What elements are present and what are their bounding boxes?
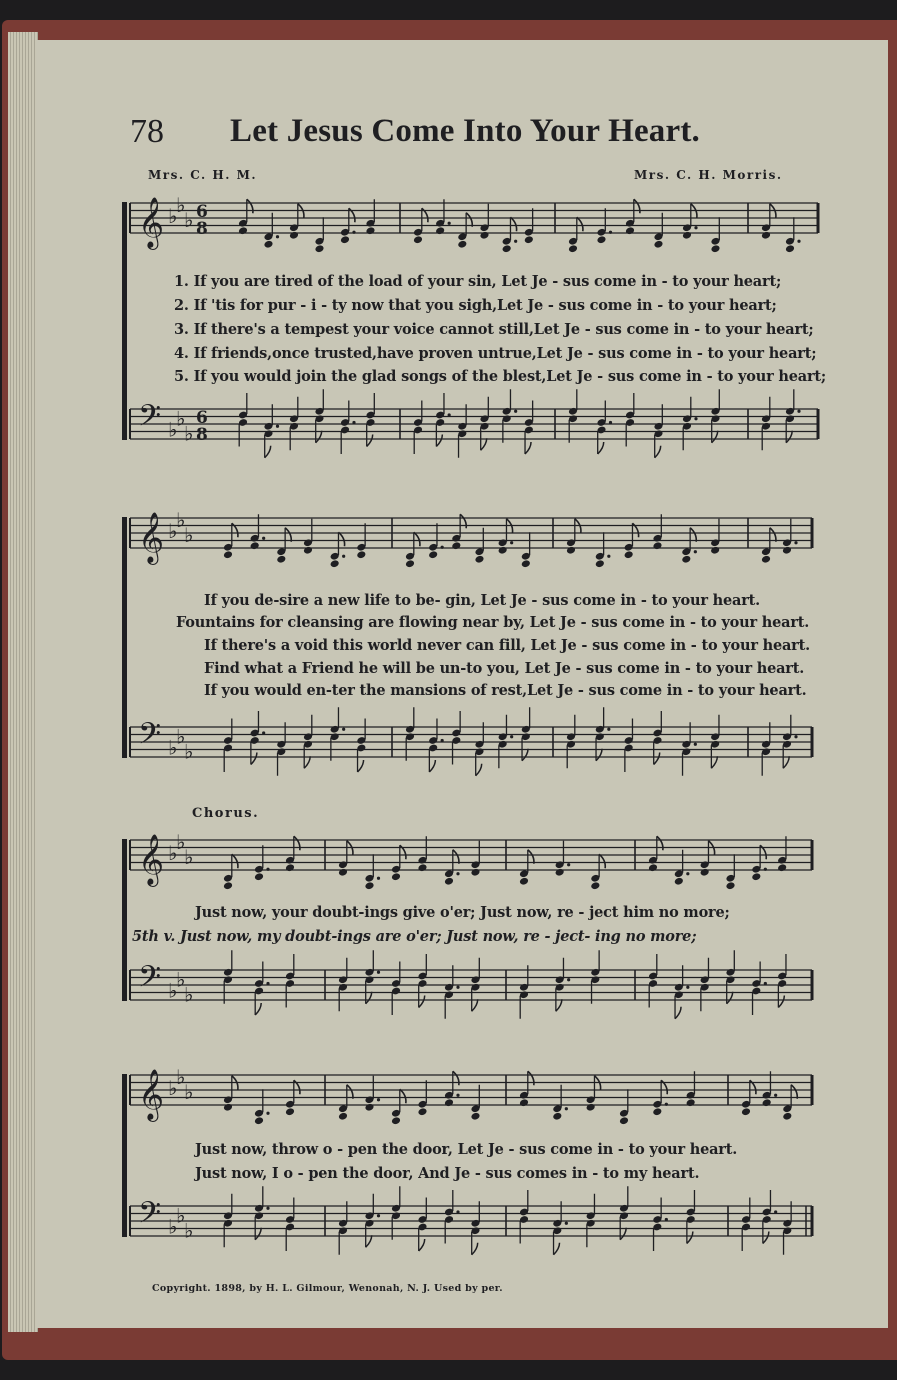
note-flag [338,532,344,546]
note-flag [419,1239,425,1251]
flat-icon: ♭ [176,967,186,992]
time-signature-bottom: 8 [196,425,208,445]
note-head [303,546,313,555]
flat-icon: ♭ [168,735,178,760]
note-dot [510,541,513,544]
note-dot [262,537,265,540]
note-flag [791,1085,797,1099]
hymn-number: 78 [130,113,164,150]
note-flag [554,1243,560,1255]
note-head [586,1103,596,1112]
note-head [596,235,606,244]
note-flag [687,1232,693,1244]
flat-icon: ♭ [168,841,178,865]
note-head [524,235,534,244]
note-flag [472,1243,478,1255]
note-flag [265,446,271,458]
note-dot [276,235,279,238]
note-dot [377,877,380,880]
note-flag [419,996,425,1008]
note-dot [441,546,444,549]
note-head [435,226,445,235]
note-dot [352,421,355,424]
note-flag [481,438,487,450]
note-head [365,226,375,235]
note-flag [436,435,442,447]
lyric-line: 4. If friends,once trusted,have proven untrue,Let Je - sus come in - to your heart; [174,345,817,362]
note-head [457,240,467,249]
note-head [761,231,771,240]
note-dot [797,240,800,243]
note-flag [285,528,291,542]
note-head [444,877,454,886]
note-flag [460,514,466,528]
note-dot [377,1098,380,1101]
note-flag [358,760,364,772]
flat-icon: ♭ [168,519,178,543]
note-head [338,868,348,877]
note-dot [694,743,697,746]
note-flag [654,753,660,765]
note-head [762,1098,772,1107]
note-dot [567,978,570,981]
note-head [502,244,512,253]
system-bracket [122,202,127,440]
time-signature-top: 6 [196,408,208,428]
note-flag [255,1003,261,1015]
note-head [761,555,771,564]
note-head [428,550,438,559]
note-dot [609,231,612,234]
note-flag [577,217,583,231]
note-head [590,881,600,890]
note-head [653,240,663,249]
note-head [479,231,489,240]
note-dot [456,986,459,989]
time-signature-bottom: 8 [196,219,208,239]
note-flag [466,213,472,227]
note-head [289,231,299,240]
system-bracket [122,1074,127,1237]
note-flag [655,446,661,458]
lyric-line: If you would en-ter the mansions of rest,Let Je - sus come in - to your heart. [204,682,807,699]
note-flag [657,836,663,850]
note-head [223,881,233,890]
note-flag [366,992,372,1004]
note-flag [429,760,435,772]
note-dot [514,410,517,413]
note-head [470,1112,480,1121]
note-head [555,868,565,877]
lyric-line: If you de-sire a new life to be- gin, Let Je - sus come in - to your heart. [204,592,760,609]
note-flag [366,1235,372,1247]
flat-icon: ♭ [168,1214,178,1239]
lyric-line: Just now, I o - pen the door, And Je - sus comes in - to my heart. [195,1165,700,1182]
time-signature-top: 6 [196,202,208,222]
note-dot [510,735,513,738]
note-flag [675,1007,681,1019]
flat-icon: ♭ [176,1064,186,1089]
note-head [263,240,273,249]
note-head [785,244,795,253]
flat-icon: ♭ [184,1218,194,1243]
note-flag [476,764,482,776]
note-head [356,550,366,559]
note-head [223,550,233,559]
flat-icon: ♭ [184,1079,194,1104]
note-flag [712,431,718,443]
bass-clef-icon: 𝄢 [138,399,162,441]
note-dot [456,872,459,875]
note-head [238,226,248,235]
note-head [782,546,792,555]
note-head [364,1103,374,1112]
note-flag [599,854,605,868]
note-flag [690,528,696,542]
note-flag [414,532,420,546]
note-dot [514,240,517,243]
note-dot [266,982,269,985]
note-dot [609,421,612,424]
note-flag [596,749,602,761]
note-head [330,559,340,568]
lyric-line: Just now, throw o - pen the door, Let Je - sus come in - to your heart. [195,1141,738,1158]
flat-icon: ♭ [176,406,186,431]
note-head [474,555,484,564]
note-dot [565,1107,568,1110]
note-head [417,863,427,872]
bass-clef-icon: 𝄢 [138,717,162,759]
note-flag [453,850,459,864]
note-dot [774,1094,777,1097]
note-dot [342,555,345,558]
note-flag [510,217,516,231]
note-flag [400,1089,406,1103]
note-flag [255,1228,261,1240]
note-flag [598,442,604,454]
flat-icon: ♭ [176,724,186,749]
note-flag [522,749,528,761]
note-flag [251,753,257,765]
note-dot [607,555,610,558]
note-dot [448,222,451,225]
flat-icon: ♭ [176,1203,186,1228]
treble-clef-icon: 𝄞 [138,512,165,563]
flat-icon: ♭ [184,739,194,764]
note-flag [556,999,562,1011]
note-head [340,235,350,244]
note-flag [786,431,792,443]
note-dot [441,739,444,742]
note-dot [794,541,797,544]
hymn-title: Let Jesus Come Into Your Heart. [230,113,700,149]
note-head [648,863,658,872]
note-flag [763,1232,769,1244]
lyric-line: Fountains for cleansing are flowing near by, Let Je - sus come in - to your heart. [176,614,810,631]
note-flag [770,528,776,542]
note-head [276,555,286,564]
words-credit: Mrs. C. H. M. [148,168,258,182]
note-dot [377,971,380,974]
note-head [674,877,684,886]
system-bracket [122,517,127,758]
note-dot [764,868,767,871]
flat-icon: ♭ [176,192,186,217]
flat-icon: ♭ [168,978,178,1003]
note-dot [565,1222,568,1225]
lyric-line: If there's a void this world never can fill, Let Je - sus come in - to your heart. [204,637,810,654]
treble-clef-icon: 𝄞 [138,197,165,248]
note-dot [456,1094,459,1097]
flat-icon: ♭ [184,982,194,1007]
note-head [285,863,295,872]
note-dot [266,868,269,871]
note-dot [686,872,689,875]
flat-icon: ♭ [184,844,194,869]
note-head [625,226,635,235]
note-head [652,1107,662,1116]
note-dot [665,1218,668,1221]
note-head [710,546,720,555]
note-head [700,868,710,877]
note-dot [794,735,797,738]
note-head [782,1112,792,1121]
note-flag [528,850,534,864]
note-head [741,1107,751,1116]
note-dot [665,1103,668,1106]
note-head [521,559,531,568]
flat-icon: ♭ [168,204,178,228]
note-head [624,550,634,559]
note-head [391,1116,401,1125]
note-flag [620,1228,626,1240]
note-head [777,863,787,872]
note-flag [367,435,373,447]
note-head [338,1112,348,1121]
note-head [405,559,415,568]
note-dot [694,550,697,553]
note-flag [304,756,310,768]
note-dot [764,982,767,985]
note-head [595,559,605,568]
note-head [364,881,374,890]
note-head [444,1098,454,1107]
note-head [682,231,692,240]
copyright-notice: Copyright. 1898, by H. L. Gilmour, Wenonah, N. J. Used by per. [152,1283,503,1294]
lyric-line: 5. If you would join the glad songs of the blest,Let Je - sus come in - to your heart; [174,368,827,385]
lyric-line: 5th v. Just now, my doubt-ings are o'er; Just now, re - ject- ing no more; [132,928,697,945]
note-head [619,1116,629,1125]
flat-icon: ♭ [168,417,178,442]
note-head [681,555,691,564]
note-dot [607,728,610,731]
note-dot [342,728,345,731]
note-dot [694,417,697,420]
note-head [391,872,401,881]
note-head [498,546,508,555]
note-head [519,877,529,886]
lyric-line: 2. If 'tis for pur - i - ty now that you sigh,Let Je - sus come in - to your heart; [174,297,777,314]
note-flag [783,756,789,768]
note-flag [711,756,717,768]
note-head [710,244,720,253]
lyric-line: Find what a Friend he will be un-to you, Let Je - sus come in - to your heart. [204,660,805,677]
note-head [652,541,662,550]
note-dot [377,1214,380,1217]
note-head [451,541,461,550]
note-dot [694,226,697,229]
note-dot [266,1207,269,1210]
note-flag [727,992,733,1004]
chorus-label: Chorus. [192,806,260,821]
note-dot [686,986,689,989]
flat-icon: ♭ [184,522,194,547]
note-dot [448,413,451,416]
note-dot [456,1210,459,1213]
note-flag [778,996,784,1008]
note-head [417,1107,427,1116]
note-head [470,868,480,877]
bass-clef-icon: 𝄢 [138,1196,162,1238]
lyric-line: 1. If you are tired of the load of your sin, Let Je - sus come in - to your heart; [174,273,782,290]
note-head [686,1098,696,1107]
note-dot [774,1210,777,1213]
note-head [566,546,576,555]
flat-icon: ♭ [176,507,186,532]
note-head [250,541,260,550]
flat-icon: ♭ [184,421,194,446]
note-head [725,881,735,890]
note-flag [316,431,322,443]
note-dot [276,425,279,428]
note-head [314,244,324,253]
note-head [568,244,578,253]
flat-icon: ♭ [184,207,194,232]
lyric-line: 3. If there's a tempest your voice cannot still,Let Je - sus come in - to your heart; [174,321,814,338]
note-head [223,1103,233,1112]
note-dot [266,1112,269,1115]
bass-clef-icon: 𝄢 [138,960,162,1002]
note-flag [294,836,300,850]
flat-icon: ♭ [176,829,186,854]
note-dot [567,863,570,866]
treble-clef-icon: 𝄞 [138,1069,165,1120]
note-head [519,1098,529,1107]
note-head [552,1112,562,1121]
note-flag [472,999,478,1011]
system-bracket [122,839,127,1001]
flat-icon: ♭ [168,1076,178,1100]
note-flag [232,854,238,868]
note-head [285,1107,295,1116]
note-flag [525,442,531,454]
note-dot [352,231,355,234]
note-dot [797,410,800,413]
note-head [751,872,761,881]
music-credit: Mrs. C. H. Morris. [634,168,783,182]
note-head [413,235,423,244]
note-dot [262,731,265,734]
note-head [254,872,264,881]
note-head [254,1116,264,1125]
treble-clef-icon: 𝄞 [138,834,165,885]
lyric-line: Just now, your doubt-ings give o'er; Just now, re - ject him no more; [195,904,730,921]
note-flag [347,1085,353,1099]
